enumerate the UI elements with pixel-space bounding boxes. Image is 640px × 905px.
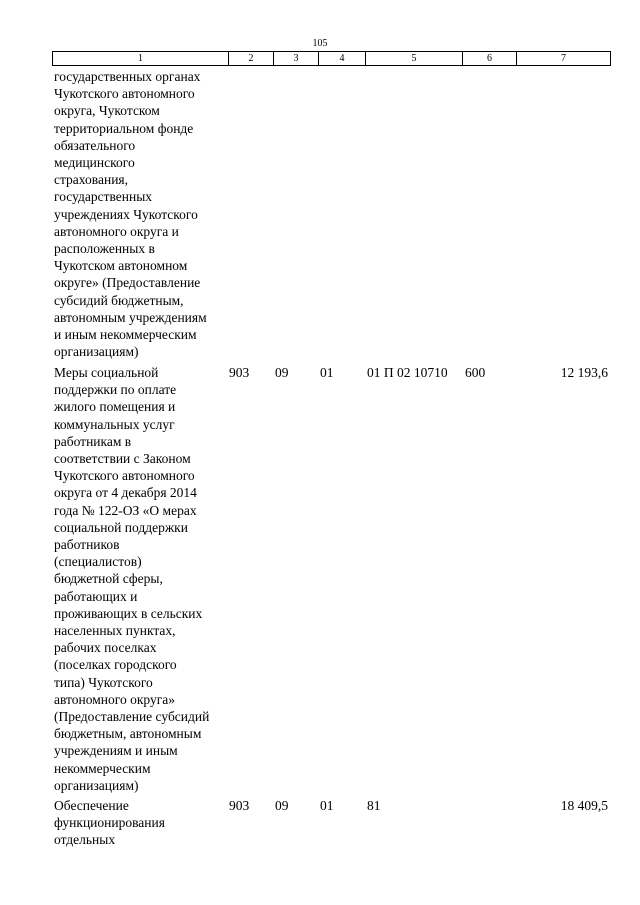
header-col-6: 6 — [463, 52, 517, 66]
header-col-3: 3 — [274, 52, 319, 66]
header-col-2: 2 — [229, 52, 274, 66]
row-ministry-code: 903 — [229, 798, 250, 813]
row-section-code: 09 — [275, 365, 289, 380]
row-subsection-code: 01 — [320, 798, 334, 813]
row-amount: 12 193,6 — [560, 365, 608, 380]
row-description: Меры социальной поддержки по оплате жилого помещения и коммунальных услуг работникам в соответствии с Законом Чукотского автономного округа от 4 декабря 2014 года № 122-ОЗ «О мерах социальной поддержки работников (специалистов) бюджетной сферы, работающих и проживающих в сельских населенных пунктах, рабочих поселках (поселках городского типа) Чукотского автономного округа» (Предоставление субсидий бюджетным, автономным учреждениям и иным некоммерческим организациям) — [54, 365, 210, 793]
row-section-code: 09 — [275, 798, 289, 813]
row-description: государственных органах Чукотского автономного округа, Чукотском территориальном фонде обязательного медицинского страхования, государственных учреждениях Чукотского автономного округа и расположенных в Чукотском автономном округе» (Предоставление субсидий бюджетным, автономным учреждениям и иным некоммерческим организациям) — [54, 69, 207, 360]
header-col-7: 7 — [517, 52, 611, 66]
header-col-5: 5 — [366, 52, 463, 66]
row-description: Обеспечение функционирования отдельных — [54, 798, 165, 848]
row-subsection-code: 01 — [320, 365, 334, 380]
header-col-1: 1 — [53, 52, 229, 66]
row-expense-type: 600 — [465, 365, 486, 380]
row-target-article: 81 — [367, 798, 381, 813]
header-col-4: 4 — [319, 52, 366, 66]
row-amount: 18 409,5 — [560, 798, 608, 813]
row-target-article: 01 П 02 10710 — [367, 365, 448, 380]
page-number: 105 — [312, 38, 328, 49]
row-ministry-code: 903 — [229, 365, 250, 380]
column-number-header — [52, 51, 611, 66]
